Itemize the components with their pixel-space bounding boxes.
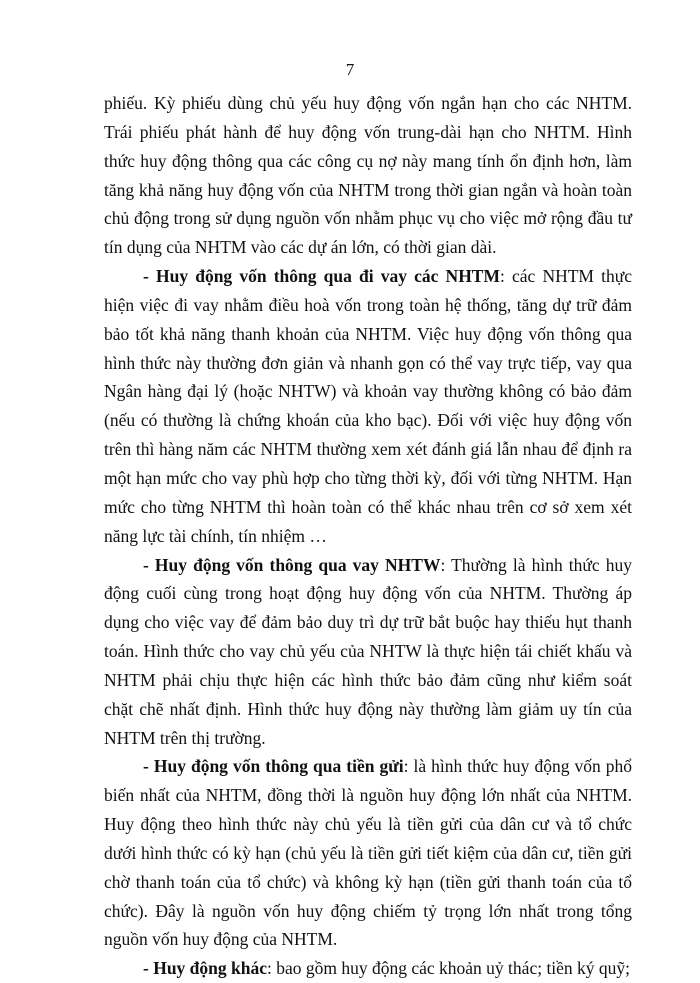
paragraph-text: phiếu. Kỳ phiếu dùng chủ yếu huy động vốn ngắn hạn cho các NHTM. Trái phiếu phát hành để huy động vốn trung-dài hạn cho NHTM. Hình thức huy động thông qua các công cụ nợ này mang tính ổn định hơn, làm tăng khả năng huy động vốn của NHTM trong thời gian ngắn và hoàn toàn chủ động trong sử dụng nguồn vốn nhằm phục vụ cho việc mở rộng đầu tư tín dụng của NHTM vào các dự án lớn, có thời gian dài. bbox=[104, 93, 632, 258]
paragraph-heading: - Huy động vốn thông qua đi vay các NHTM bbox=[143, 266, 500, 287]
paragraph-text: : bao gồm huy động các khoản uỷ thác; tiền ký quỹ; bbox=[267, 958, 631, 979]
paragraph-text: : Thường là hình thức huy động cuối cùng trong hoạt động huy động vốn của NHTM. Thường áp dụng cho việc vay để đảm bảo duy trì dự trữ bắt buộc hay thiếu hụt thanh toán. Hình thức cho vay chủ yếu của NHTW là thực hiện tái chiết khấu và NHTM phải chịu thực hiện các hình thức bảo đảm cũng như kiểm soát chặt chẽ nhất định. Hình thức huy động này thường làm giảm uy tín của NHTM trên thị trường. bbox=[104, 554, 632, 748]
paragraph-heading: - Huy động vốn thông qua tiền gửi bbox=[143, 756, 404, 777]
document-body bbox=[104, 89, 632, 983]
paragraph-central-bank-borrowing bbox=[104, 551, 632, 753]
paragraph-text: : các NHTM thực hiện việc đi vay nhằm điều hoà vốn trong toàn hệ thống, tăng dự trữ đảm bảo tốt khả năng thanh khoản của NHTM. Việc huy động vốn thông qua hình thức này thường đơn giản và nhanh gọn có thể vay trực tiếp, vay qua Ngân hàng đại lý (hoặc NHTW) và khoản vay thường không có bảo đảm (nếu có thường là chứng khoán của kho bạc). Đối với việc huy động vốn trên thì hàng năm các NHTM thường xem xét đánh giá lẫn nhau để định ra một hạn mức cho vay phù hợp cho từng thời kỳ, đối với từng NHTM. Hạn mức cho từng NHTM thì hoàn toàn có thể khác nhau trên cơ sở xem xét năng lực tài chính, tín nhiệm … bbox=[104, 266, 632, 546]
paragraph-heading: - Huy động vốn thông qua vay NHTW bbox=[143, 554, 441, 575]
paragraph-text: : là hình thức huy động vốn phổ biến nhất của NHTM, đồng thời là nguồn huy động lớn nhất của NHTM. Huy động theo hình thức này chủ yếu là tiền gửi của dân cư và tổ chức dưới hình thức có kỳ hạn (chủ yếu là tiền gửi tiết kiệm của dân cư, tiền gửi chờ thanh toán của tổ chức) và không kỳ hạn (tiền gửi thanh toán của tổ chức). Đây là nguồn vốn huy động chiếm tỷ trọng lớn nhất trong tổng nguồn vốn huy động của NHTM. bbox=[104, 756, 632, 950]
paragraph-other-funding bbox=[104, 954, 632, 983]
paragraph-continuation bbox=[104, 89, 632, 262]
paragraph-interbank-borrowing bbox=[104, 262, 632, 550]
paragraph-heading: - Huy động khác bbox=[143, 958, 267, 979]
paragraph-deposits bbox=[104, 752, 632, 954]
page-number: 7 bbox=[345, 60, 355, 79]
